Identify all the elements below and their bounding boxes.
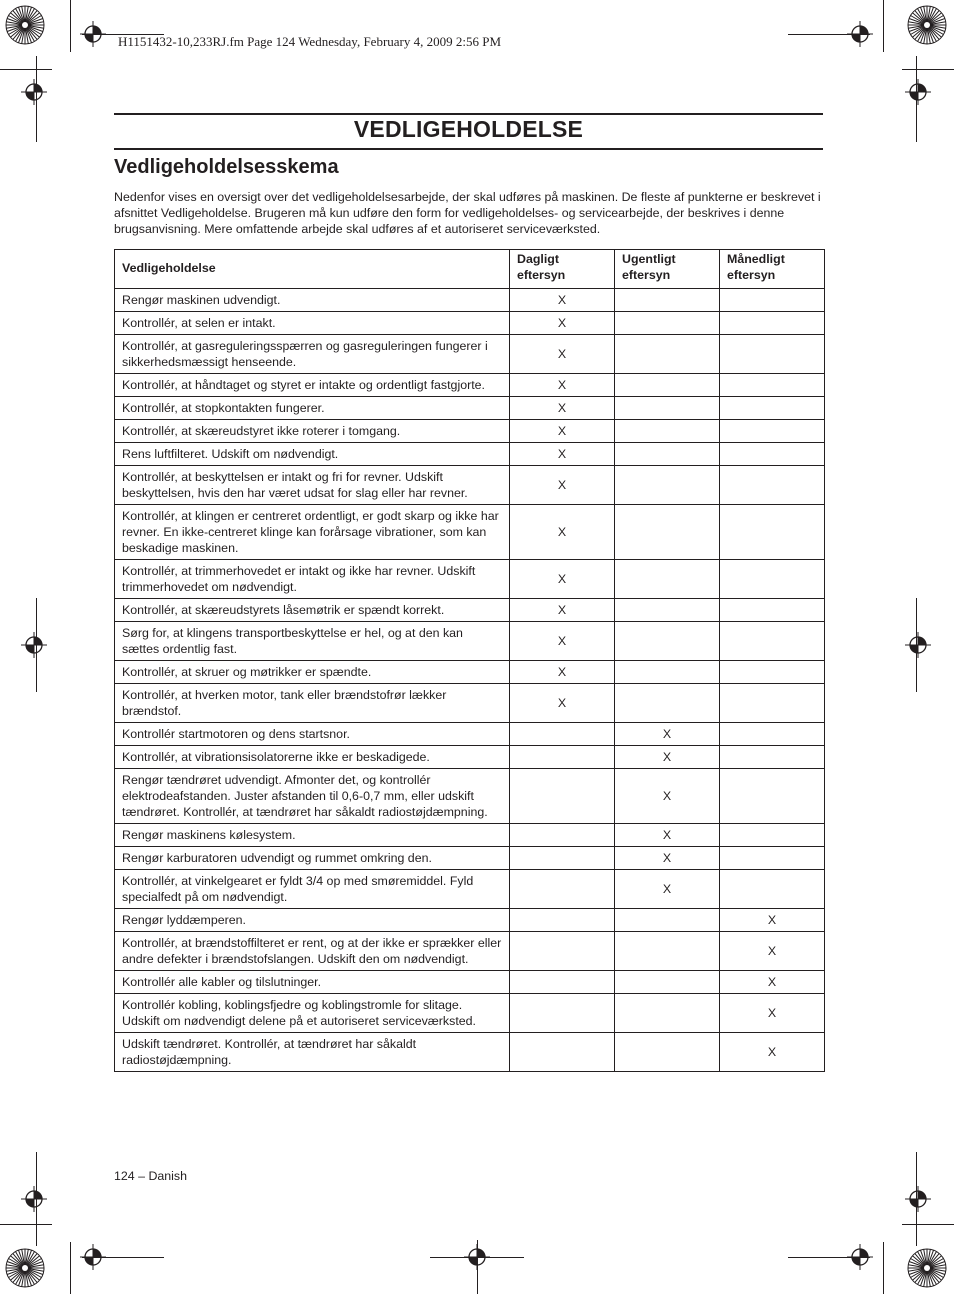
registration-mark-icon	[905, 1186, 931, 1212]
color-wheel-icon	[907, 1248, 947, 1288]
monthly-cell	[720, 397, 825, 420]
task-cell: Kontrollér, at håndtaget og styret er intakte og ordentligt fastgjorte.	[115, 374, 510, 397]
daily-cell	[510, 1033, 615, 1072]
crop-line	[0, 69, 52, 70]
monthly-cell	[720, 420, 825, 443]
registration-mark-icon	[21, 632, 47, 658]
monthly-cell	[720, 599, 825, 622]
weekly-cell	[615, 994, 720, 1033]
crop-line	[788, 34, 870, 35]
table-row	[115, 505, 825, 560]
table-row	[115, 335, 825, 374]
daily-cell: X	[510, 505, 615, 560]
monthly-cell	[720, 870, 825, 909]
crop-line	[883, 0, 884, 52]
table-row	[115, 661, 825, 684]
daily-cell	[510, 746, 615, 769]
task-cell: Rens luftfilteret. Udskift om nødvendigt.	[115, 443, 510, 466]
weekly-cell	[615, 335, 720, 374]
task-cell: Kontrollér alle kabler og tilslutninger.	[115, 971, 510, 994]
monthly-cell	[720, 466, 825, 505]
monthly-cell: X	[720, 1033, 825, 1072]
task-cell: Rengør lyddæmperen.	[115, 909, 510, 932]
table-row	[115, 599, 825, 622]
daily-cell	[510, 824, 615, 847]
section-title: Vedligeholdelsesskema	[114, 156, 339, 178]
table-row	[115, 847, 825, 870]
crop-line	[902, 1224, 954, 1225]
page-footer: 124 – Danish	[114, 1169, 188, 1183]
table-row	[115, 769, 825, 824]
weekly-cell	[615, 661, 720, 684]
table-row	[115, 909, 825, 932]
monthly-cell: X	[720, 932, 825, 971]
monthly-cell	[720, 312, 825, 335]
crop-line	[70, 0, 71, 52]
column-header-daily: Dagligt eftersyn	[510, 250, 615, 289]
daily-cell: X	[510, 684, 615, 723]
daily-cell	[510, 870, 615, 909]
page-title: VEDLIGEHOLDELSE	[353, 116, 584, 142]
monthly-cell	[720, 289, 825, 312]
task-cell: Kontrollér startmotoren og dens startsnor.	[115, 723, 510, 746]
monthly-cell: X	[720, 994, 825, 1033]
monthly-cell	[720, 684, 825, 723]
weekly-cell	[615, 560, 720, 599]
crop-line	[788, 1257, 870, 1258]
table-row	[115, 466, 825, 505]
color-wheel-icon	[907, 5, 947, 45]
column-header-task: Vedligeholdelse	[115, 250, 510, 289]
weekly-cell	[615, 374, 720, 397]
task-cell: Kontrollér kobling, koblingsfjedre og koblingstromle for slitage. Udskift om nødvendigt delene på et autoriseret serviceværksted.	[115, 994, 510, 1033]
task-cell: Kontrollér, at selen er intakt.	[115, 312, 510, 335]
monthly-cell	[720, 560, 825, 599]
crop-line	[477, 1240, 478, 1294]
task-cell: Rengør tændrøret udvendigt. Afmonter det, og kontrollér elektrodeafstanden. Juster afstanden til 0,6-0,7 mm, eller udskift tændrøret. Kontrollér, at tændrøret har såkaldt radiostøjdæmpning.	[115, 769, 510, 824]
weekly-cell	[615, 971, 720, 994]
task-cell: Kontrollér, at hverken motor, tank eller brændstofrør lækker brændstof.	[115, 684, 510, 723]
table-row	[115, 684, 825, 723]
crop-line	[70, 1242, 71, 1294]
table-row	[115, 994, 825, 1033]
table-row	[115, 312, 825, 335]
task-cell: Kontrollér, at skæreudstyrets låsemøtrik er spændt korrekt.	[115, 599, 510, 622]
monthly-cell	[720, 847, 825, 870]
registration-mark-icon	[905, 632, 931, 658]
table-row	[115, 870, 825, 909]
daily-cell: X	[510, 599, 615, 622]
weekly-cell	[615, 289, 720, 312]
crop-line	[36, 56, 37, 142]
registration-mark-icon	[905, 79, 931, 105]
weekly-cell	[615, 443, 720, 466]
daily-cell	[510, 909, 615, 932]
task-cell: Udskift tændrøret. Kontrollér, at tændrøret har såkaldt radiostøjdæmpning.	[115, 1033, 510, 1072]
task-cell: Rengør maskinen udvendigt.	[115, 289, 510, 312]
crop-line	[36, 1152, 37, 1246]
registration-mark-icon	[21, 1186, 47, 1212]
crop-line	[82, 1257, 164, 1258]
maintenance-schedule-table	[114, 249, 825, 1072]
daily-cell: X	[510, 374, 615, 397]
weekly-cell: X	[615, 723, 720, 746]
monthly-cell	[720, 443, 825, 466]
task-cell: Rengør karburatoren udvendigt og rummet omkring den.	[115, 847, 510, 870]
task-cell: Kontrollér, at gasreguleringsspærren og gasreguleringen fungerer i sikkerhedsmæssigt henseende.	[115, 335, 510, 374]
monthly-cell: X	[720, 971, 825, 994]
weekly-cell	[615, 622, 720, 661]
daily-cell: X	[510, 443, 615, 466]
monthly-cell	[720, 746, 825, 769]
intro-paragraph: Nedenfor vises en oversigt over det vedligeholdelsesarbejde, der skal udføres på maskinen. De fleste af punkterne er beskrevet i afsnittet Vedligeholdelse. Brugeren må kun udføre den form for vedligeholdelses- og servicearbejde, der beskrives i denne brugsanvisning. Mere omfattende arbejde skal udføres af et autoriseret serviceværksted.	[114, 190, 821, 236]
task-cell: Kontrollér, at stopkontakten fungerer.	[115, 397, 510, 420]
weekly-cell	[615, 312, 720, 335]
crop-line	[883, 1242, 884, 1294]
crop-line	[0, 1224, 52, 1225]
daily-cell	[510, 994, 615, 1033]
weekly-cell: X	[615, 824, 720, 847]
weekly-cell	[615, 397, 720, 420]
title-rule-bottom	[114, 148, 823, 150]
table-row	[115, 971, 825, 994]
column-header-monthly: Månedligt eftersyn	[720, 250, 825, 289]
daily-cell: X	[510, 335, 615, 374]
task-cell: Rengør maskinens kølesystem.	[115, 824, 510, 847]
registration-mark-icon	[21, 79, 47, 105]
color-wheel-icon	[5, 5, 45, 45]
table-row	[115, 932, 825, 971]
table-row	[115, 622, 825, 661]
monthly-cell	[720, 661, 825, 684]
task-cell: Kontrollér, at skæreudstyret ikke roterer i tomgang.	[115, 420, 510, 443]
daily-cell: X	[510, 312, 615, 335]
task-cell: Kontrollér, at brændstoffilteret er rent, og at der ikke er sprækker eller andre defekter i brændstofslangen. Udskift den om nødvendigt.	[115, 932, 510, 971]
table-row	[115, 560, 825, 599]
weekly-cell	[615, 932, 720, 971]
task-cell: Kontrollér, at skruer og møtrikker er spændte.	[115, 661, 510, 684]
column-header-weekly: Ugentligt eftersyn	[615, 250, 720, 289]
table-row	[115, 1033, 825, 1072]
monthly-cell	[720, 723, 825, 746]
table-header-row	[115, 250, 825, 289]
file-info-header: H1151432-10,233RJ.fm Page 124 Wednesday, February 4, 2009 2:56 PM	[118, 34, 502, 49]
daily-cell	[510, 847, 615, 870]
weekly-cell	[615, 909, 720, 932]
daily-cell: X	[510, 622, 615, 661]
daily-cell: X	[510, 397, 615, 420]
crop-line	[916, 56, 917, 142]
task-cell: Kontrollér, at klingen er centreret ordentligt, er godt skarp og ikke har revner. En ikke-centreret klinge kan forårsage vibrationer, som kan beskadige maskinen.	[115, 505, 510, 560]
weekly-cell: X	[615, 847, 720, 870]
crop-line	[36, 598, 37, 692]
task-cell: Kontrollér, at trimmerhovedet er intakt og ikke har revner. Udskift trimmerhovedet om nødvendigt.	[115, 560, 510, 599]
title-rule-top	[114, 113, 823, 115]
table-row	[115, 443, 825, 466]
monthly-cell	[720, 374, 825, 397]
daily-cell: X	[510, 420, 615, 443]
weekly-cell: X	[615, 769, 720, 824]
table-row	[115, 289, 825, 312]
daily-cell	[510, 769, 615, 824]
table-row	[115, 397, 825, 420]
crop-line	[916, 598, 917, 692]
daily-cell: X	[510, 466, 615, 505]
daily-cell	[510, 723, 615, 746]
table-body	[115, 289, 825, 1072]
daily-cell	[510, 971, 615, 994]
table-row	[115, 824, 825, 847]
daily-cell: X	[510, 661, 615, 684]
daily-cell	[510, 932, 615, 971]
table-row	[115, 746, 825, 769]
weekly-cell	[615, 1033, 720, 1072]
color-wheel-icon	[5, 1248, 45, 1288]
monthly-cell	[720, 335, 825, 374]
monthly-cell	[720, 824, 825, 847]
weekly-cell	[615, 684, 720, 723]
task-cell: Kontrollér, at vibrationsisolatorerne ikke er beskadigede.	[115, 746, 510, 769]
task-cell: Kontrollér, at vinkelgearet er fyldt 3/4 op med smøremiddel. Fyld specialfedt på om nødvendigt.	[115, 870, 510, 909]
weekly-cell: X	[615, 746, 720, 769]
monthly-cell	[720, 505, 825, 560]
task-cell: Sørg for, at klingens transportbeskyttelse er hel, og at den kan sættes ordentlig fast.	[115, 622, 510, 661]
table-row	[115, 374, 825, 397]
weekly-cell	[615, 505, 720, 560]
table-row	[115, 723, 825, 746]
monthly-cell	[720, 769, 825, 824]
daily-cell: X	[510, 560, 615, 599]
weekly-cell: X	[615, 870, 720, 909]
monthly-cell: X	[720, 909, 825, 932]
crop-line	[902, 69, 954, 70]
table-row	[115, 420, 825, 443]
task-cell: Kontrollér, at beskyttelsen er intakt og fri for revner. Udskift beskyttelsen, hvis den har været udsat for slag eller har revner.	[115, 466, 510, 505]
daily-cell: X	[510, 289, 615, 312]
weekly-cell	[615, 599, 720, 622]
weekly-cell	[615, 466, 720, 505]
weekly-cell	[615, 420, 720, 443]
crop-line	[916, 1152, 917, 1246]
monthly-cell	[720, 622, 825, 661]
